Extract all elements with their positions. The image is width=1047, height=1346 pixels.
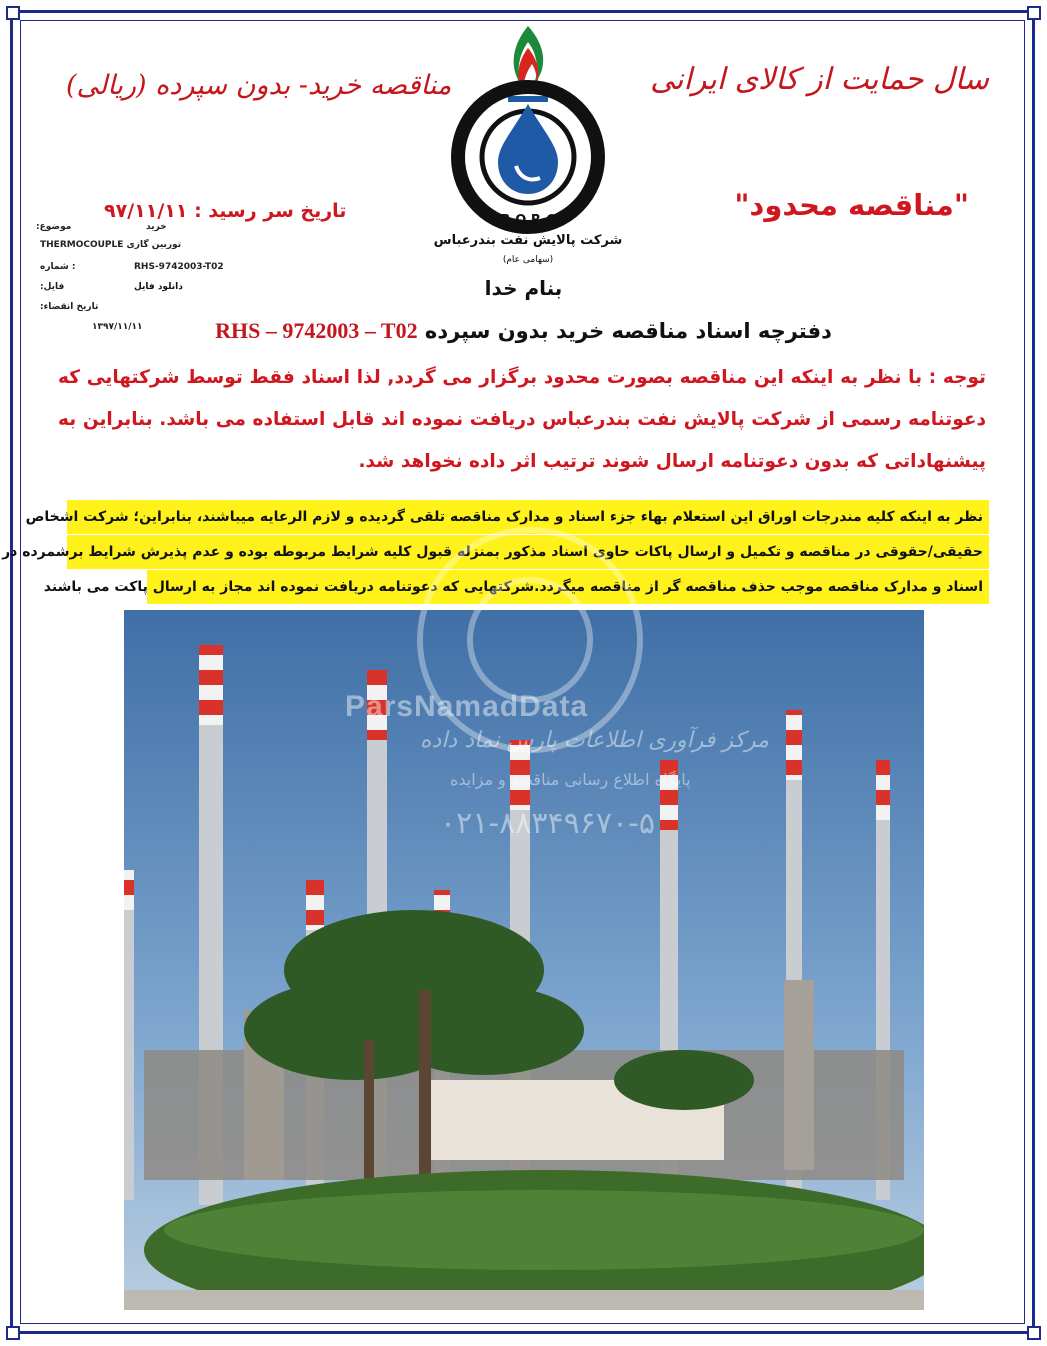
logo-company-name: شرکت پالایش نفت بندرعباس [433, 233, 623, 248]
company-logo [428, 22, 628, 274]
file-label: فایل: [40, 282, 65, 292]
highlight-line-3: اسناد و مدارک مناقصه موجب حذف مناقصه گر از مناقصه میگردد.شرکتهایی که دعوتنامه دریافت نموده اند مجاز به ارسال پاکت می باشند [147, 570, 989, 604]
watermark-brand: ParsNamadData [345, 690, 589, 723]
watermark-line-1: مرکز فرآوری اطلاعات پارس نماد داده [420, 728, 769, 753]
number-value: RHS-9742003-T02 [134, 262, 224, 272]
border-corner [6, 1326, 20, 1340]
watermark-line-2: پایگاه اطلاع رسانی مناقصه و مزایده [450, 770, 691, 789]
subject-value-1: خرید [146, 222, 167, 232]
tender-type-text: مناقصه خرید- بدون سپرده (ریالی) [66, 70, 452, 101]
file-link[interactable]: دانلود فایل [134, 282, 183, 292]
document-title [0, 318, 1047, 344]
logo-company-sub: (سهامی عام) [502, 255, 554, 265]
watermark [340, 520, 720, 840]
subject-value-2: توربین گازی THERMOCOUPLE [40, 240, 182, 250]
tender-code: RHS – 9742003 – T02 [215, 318, 418, 343]
number-label: : شماره [40, 262, 76, 272]
notice-paragraph: توجه : با نظر به اینکه این مناقصه بصورت محدود برگزار می گردد, لذا اسناد فقط توسط شرکتهایی که دعوتنامه رسمی از شرکت پالایش نفت بندرعباس دریافت نموده اند قابل استفاده می باشد. بنابراین به پیشنهاداتی که بدون دعوتنامه ارسال شوند ترتیب اثر داده نخواهد شد. [58, 367, 986, 472]
highlight-line-1: نظر به اینکه کلیه مندرجات اوراق این استعلام بهاء جزء اسناد و مدارک مناقصه تلقی گردیده و لازم الرعایه میباشند، بنابراین؛ شرکت اشخاص [67, 500, 989, 534]
basmala-heading: بنام خدا [484, 276, 563, 300]
deadline-text: تاریخ سر رسید : ۹۷/۱۱/۱۱ [104, 200, 347, 222]
expiry-label: تاریخ انقضاء: [40, 302, 99, 312]
highlight-line-2: حقیقی/حقوقی در مناقصه و تکمیل و ارسال پاکات حاوی اسناد مذکور بمنزله قبول کلیه شرایط مربوطه بوده و عدم پذیرش شرایط برشمرده در [67, 535, 989, 569]
title-text: دفترچه اسناد مناقصه خرید بدون سپرده [424, 319, 832, 343]
expiry-value: ۱۳۹۷/۱۱/۱۱ [92, 322, 143, 332]
watermark-phone: ۰۲۱-۸۸۳۴۹۶۷۰-۵ [440, 806, 656, 841]
border-corner [6, 6, 20, 20]
slogan-text: سال حمایت از کالای ایرانی [650, 62, 989, 97]
border-corner [1027, 1326, 1041, 1340]
border-corner [1027, 6, 1041, 20]
logo-abbrev: B.O.R.C [500, 213, 556, 228]
subject-label: موضوع: [36, 222, 72, 232]
limited-tender-label: "مناقصه محدود" [734, 188, 969, 222]
